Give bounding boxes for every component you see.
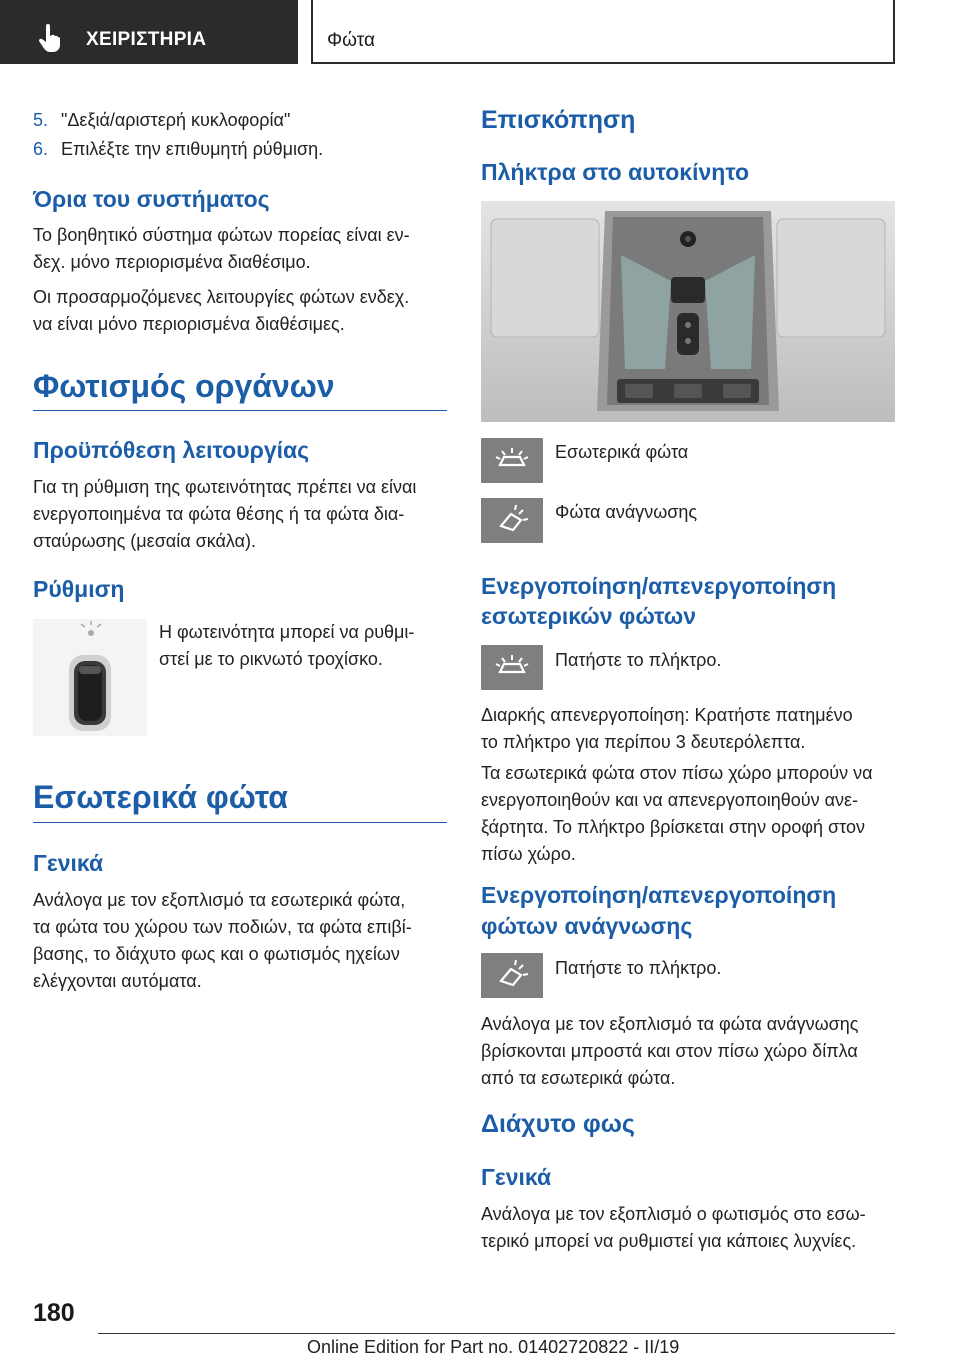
body-text: Πατήστε το πλήκτρο. [555,650,722,670]
body-text: τερικό μπορεί να ρυθμιστεί για κάποιες λυχνίες. [481,1231,857,1251]
body-text: ενεργοποιηθούν και να απενεργοποιηθούν ανε- [481,790,859,810]
body-text: Πατήστε το πλήκτρο. [555,958,722,978]
interior-onoff-heading-2: εσωτερικών φώτων [481,603,696,629]
legend-label: Εσωτερικά φώτα [555,442,689,462]
body-text: Ανάλογα με τον εξοπλισμό τα εσωτερικά φώτα, [33,890,406,910]
body-text: σταύρωσης (μεσαία σκάλα). [33,531,257,551]
interior-light-icon [481,438,543,483]
body-text: ξάρτητα. Το πλήκτρο βρίσκεται στην οροφή στον [481,817,865,837]
body-text: το πλήκτρο για περίπου 3 δευτερόλεπτα. [481,732,806,752]
interior-onoff-heading: Ενεργοποίηση/απενεργοποίηση [481,573,837,599]
section-title: ΧΕΙΡΙΣΤΗΡΙΑ [86,29,207,50]
body-text: ενεργοποιημένα τα φώτα θέσης ή τα φώτα δια- [33,504,405,524]
body-text: δεχ. μόνο περιορισμένα διαθέσιμο. [33,252,311,272]
body-text: Οι προσαρμοζόμενες λειτουργίες φώτων ενδεχ. [33,287,410,307]
thumbwheel-illustration [33,619,147,736]
chapter-tab[interactable] [311,0,895,64]
body-text: ελέγχονται αυτόματα. [33,971,202,991]
body-text: Για τη ρύθμιση της φωτεινότητας πρέπει να είναι [33,477,417,497]
buttons-heading-text: Πλήκτρα στο αυτοκίνητο [481,159,750,185]
section-rule [33,410,447,411]
limits-heading: Όρια του συστήματος [33,186,270,212]
general-heading: Γενικά [481,1164,552,1190]
thumbwheel-image [33,619,147,736]
section-rule [33,822,447,823]
body-text: βρίσκονται μπροστά και στον πίσω χώρο δίπλα [481,1041,858,1061]
body-text: στεί με το ρικνωτό τροχίσκο. [159,649,383,669]
hand-pointer-icon [38,24,64,52]
reading-onoff-heading-2: φώτων ανάγνωσης [481,913,693,939]
body-text: Διαρκής απενεργοποίηση: Κρατήστε πατημένο [481,705,853,725]
body-text: Ανάλογα με τον εξοπλισμό τα φώτα ανάγνωσης [481,1014,859,1034]
body-text: Η φωτεινότητα μπορεί να ρυθμι- [159,622,415,642]
section-tab[interactable] [0,0,298,64]
buttons-heading [481,159,749,186]
body-text: πίσω χώρο. [481,844,576,864]
interior-light-icon [481,645,543,690]
roof-console-image [481,201,895,422]
instrument-lighting-heading: Φωτισμός οργάνων [33,368,335,404]
interior-lights-heading: Εσωτερικά φώτα [33,779,288,815]
chapter-title: Φώτα [327,30,375,51]
list-item: 6. Επιλέξτε την επιθυμητή ρύθμιση. [33,139,324,159]
footer-rule [98,1333,895,1334]
roof-console-illustration [481,201,895,422]
page-number: 180 [33,1299,75,1327]
body-text: Ανάλογα με τον εξοπλισμό ο φωτισμός στο εσω- [481,1204,866,1224]
body-text: Τα εσωτερικά φώτα στον πίσω χώρο μπορούν να [481,763,873,783]
setting-heading: Ρύθμιση [33,576,125,602]
body-text: από τα εσωτερικά φώτα. [481,1068,676,1088]
legend-label: Φώτα ανάγνωσης [555,502,698,522]
overview-heading: Επισκόπηση [481,106,636,134]
list-item: 5. "Δεξιά/αριστερή κυκλοφορία" [33,110,291,130]
reading-light-icon [481,953,543,998]
general-heading: Γενικά [33,850,104,876]
reading-light-icon [481,498,543,543]
prerequisite-heading: Προϋπόθεση λειτουργίας [33,437,310,463]
reading-onoff-heading: Ενεργοποίηση/απενεργοποίηση [481,882,837,908]
ambient-light-heading: Διάχυτο φως [481,1110,635,1138]
edition-text: Online Edition for Part no. 01402720822 - II/19 [307,1337,680,1357]
body-text: να είναι μόνο περιορισμένα διαθέσιμες. [33,314,345,334]
body-text: Το βοηθητικό σύστημα φώτων πορείας είναι εν- [33,225,410,245]
body-text: τα φώτα του χώρου των ποδιών, τα φώτα επιβί- [33,917,412,937]
body-text: βασης, το διάχυτο φως και ο φωτισμός ηχείων [33,944,400,964]
